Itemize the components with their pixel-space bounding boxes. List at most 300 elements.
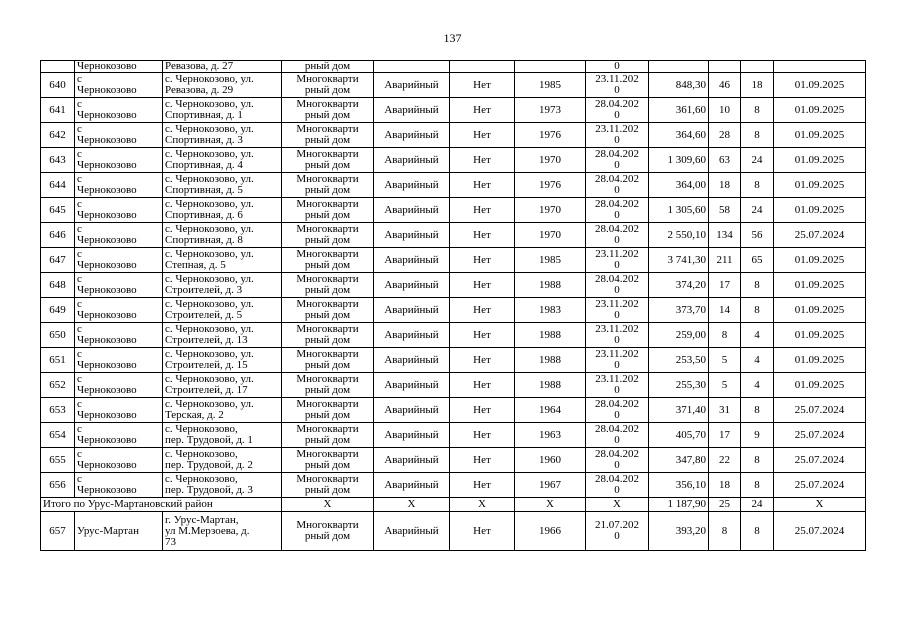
table-row: [41, 512, 866, 551]
locality-cell-line: Чернокозово: [77, 484, 137, 496]
address-cell-line: 73: [165, 535, 176, 548]
year-cell: 1964: [515, 398, 586, 423]
building-type-cell-line: рный дом: [304, 84, 351, 96]
table-row: [41, 423, 866, 448]
status-cell: Аварийный: [374, 248, 450, 273]
building-type-cell-line: рный дом: [304, 434, 351, 446]
address-cell-line: с. Чернокозово, ул.: [165, 198, 254, 210]
flag-cell: Нет: [450, 298, 515, 323]
table-row: [41, 298, 866, 323]
building-type-cell-line: рный дом: [304, 134, 351, 146]
locality-cell: Урус-Мартан: [75, 512, 163, 551]
address-cell-line: с. Чернокозово, ул.: [165, 248, 254, 260]
address-cell-line: пер. Трудовой, д. 2: [165, 459, 253, 471]
deadline-cell: 01.09.2025: [774, 123, 866, 148]
locality-cell-line: с: [77, 223, 82, 235]
address-cell-line: с. Чернокозово, ул.: [165, 323, 254, 335]
locality-cell: [75, 123, 163, 148]
address-cell: [163, 423, 282, 448]
year-cell: 1985: [515, 73, 586, 98]
area-cell: 1 309,60: [649, 148, 709, 173]
address-cell: [163, 123, 282, 148]
locality-cell-line: с: [77, 448, 82, 460]
building-type-cell: [282, 248, 374, 273]
status-cell: Аварийный: [374, 173, 450, 198]
locality-cell: [75, 398, 163, 423]
deadline-cell: 01.09.2025: [774, 173, 866, 198]
date-cell-line: 0: [614, 159, 620, 171]
row-number-cell: 645: [41, 198, 75, 223]
locality-cell-line: Чернокозово: [77, 259, 137, 271]
address-cell-line: Спортивная, д. 1: [165, 109, 243, 121]
date-cell-line: 28.04.202: [595, 473, 639, 485]
date-cell-line: 28.04.202: [595, 448, 639, 460]
row-number-cell: 651: [41, 348, 75, 373]
building-type-cell-line: Многокварти: [296, 448, 359, 460]
table-row: [41, 273, 866, 298]
deadline-cell: 01.09.2025: [774, 73, 866, 98]
date-cell-line: 0: [614, 484, 620, 496]
locality-cell-line: с: [77, 123, 82, 135]
flag-cell: Нет: [450, 273, 515, 298]
area-cell: 3 741,30: [649, 248, 709, 273]
year-cell: 1963: [515, 423, 586, 448]
flag-cell: Нет: [450, 512, 515, 551]
address-cell-line: с. Чернокозово,: [165, 473, 238, 485]
date-cell-line: 0: [614, 109, 620, 121]
year-cell: 1970: [515, 223, 586, 248]
locality-cell-line: Чернокозово: [77, 184, 137, 196]
total-date-cell: X: [586, 498, 649, 512]
locality-cell-line: Чернокозово: [77, 309, 137, 321]
address-cell-line: с. Чернокозово, ул.: [165, 273, 254, 285]
date-cell: [586, 173, 649, 198]
date-cell-line: 23.11.202: [595, 348, 639, 360]
date-cell: [586, 198, 649, 223]
address-cell: [163, 248, 282, 273]
locality-cell-line: Чернокозово: [77, 109, 137, 121]
address-cell-line: Строителей, д. 5: [165, 309, 243, 321]
year-cell: 1988: [515, 348, 586, 373]
locality-cell-line: с: [77, 173, 82, 185]
year-cell: 1976: [515, 123, 586, 148]
building-type-cell-line: рный дом: [304, 459, 351, 471]
address-cell-line: Строителей, д. 17: [165, 384, 248, 396]
area-cell: 393,20: [649, 512, 709, 551]
flag-cell: Нет: [450, 423, 515, 448]
address-cell-line: Спортивная, д. 8: [165, 234, 243, 246]
building-type-cell-line: рный дом: [304, 159, 351, 171]
building-type-cell-line: рный дом: [304, 209, 351, 221]
flats-cell: 8: [741, 512, 774, 551]
table-row: [41, 173, 866, 198]
building-type-cell: [282, 512, 374, 551]
date-cell: [586, 73, 649, 98]
row-number-cell: 654: [41, 423, 75, 448]
residents-cell: 58: [709, 198, 741, 223]
table-row: [41, 148, 866, 173]
building-type-cell-line: Многокварти: [296, 273, 359, 285]
locality-cell-line: с: [77, 248, 82, 260]
building-type-cell-line: Многокварти: [296, 373, 359, 385]
building-type-cell: [282, 73, 374, 98]
date-cell: [586, 512, 649, 551]
area-cell: 364,60: [649, 123, 709, 148]
flats-cell: 9: [741, 423, 774, 448]
locality-cell-line: с: [77, 298, 82, 310]
residents-cell: 211: [709, 248, 741, 273]
building-type-cell-line: Многокварти: [296, 148, 359, 160]
area-cell: 371,40: [649, 398, 709, 423]
locality-cell: [75, 173, 163, 198]
row-number-cell: 644: [41, 173, 75, 198]
date-cell: [586, 298, 649, 323]
date-cell: [586, 123, 649, 148]
date-cell-line: 23.11.202: [595, 298, 639, 310]
date-cell-line: 0: [614, 184, 620, 196]
locality-cell-line: Чернокозово: [77, 459, 137, 471]
flats-cell: 18: [741, 73, 774, 98]
residents-cell: 28: [709, 123, 741, 148]
address-cell: [163, 223, 282, 248]
building-type-cell-line: рный дом: [304, 530, 351, 542]
area-cell: 373,70: [649, 298, 709, 323]
building-type-cell-line: Многокварти: [296, 423, 359, 435]
address-cell-line: Степная, д. 5: [165, 259, 226, 271]
flag-cell: Нет: [450, 248, 515, 273]
flag-cell: Нет: [450, 323, 515, 348]
total-type-cell: X: [282, 498, 374, 512]
date-cell-line: 28.04.202: [595, 273, 639, 285]
residents-cell: 18: [709, 173, 741, 198]
locality-cell: [75, 373, 163, 398]
address-cell-line: с. Чернокозово,: [165, 448, 238, 460]
address-cell: [163, 448, 282, 473]
date-cell-line: 0: [614, 334, 620, 346]
total-label-cell: Итого по Урус-Мартановский район: [41, 498, 282, 512]
address-cell-line: Строителей, д. 3: [165, 284, 243, 296]
status-cell: Аварийный: [374, 473, 450, 498]
date-cell-line: 28.04.202: [595, 173, 639, 185]
locality-cell: [75, 348, 163, 373]
area-cell: 356,10: [649, 473, 709, 498]
year-cell: 1983: [515, 298, 586, 323]
building-type-cell: [282, 98, 374, 123]
table-row: [41, 223, 866, 248]
row-number-cell: 648: [41, 273, 75, 298]
address-cell-line: Спортивная, д. 3: [165, 134, 243, 146]
total-flag-cell: X: [450, 498, 515, 512]
building-type-cell-line: рный дом: [304, 284, 351, 296]
building-type-cell: [282, 298, 374, 323]
total-status-cell: X: [374, 498, 450, 512]
date-cell-line: 21.07.202: [595, 519, 639, 531]
locality-cell: [75, 148, 163, 173]
status-cell: Аварийный: [374, 512, 450, 551]
residents-cell: 17: [709, 273, 741, 298]
year-cell: 1985: [515, 248, 586, 273]
building-type-cell: [282, 448, 374, 473]
total-flats-cell: 24: [741, 498, 774, 512]
locality-cell: [75, 273, 163, 298]
row-number-cell: 646: [41, 223, 75, 248]
date-cell: [586, 148, 649, 173]
date-cell: [586, 423, 649, 448]
address-cell: [163, 298, 282, 323]
date-cell-line: 0: [614, 209, 620, 221]
address-cell-line: Строителей, д. 15: [165, 359, 248, 371]
residents-cell: 18: [709, 473, 741, 498]
flats-cell: 4: [741, 373, 774, 398]
status-cell: Аварийный: [374, 448, 450, 473]
status-cell: Аварийный: [374, 423, 450, 448]
date-cell-line: 28.04.202: [595, 398, 639, 410]
residents-cell: 8: [709, 323, 741, 348]
date-cell: [586, 323, 649, 348]
year-cell: 1970: [515, 148, 586, 173]
locality-cell: [75, 298, 163, 323]
deadline-cell: 01.09.2025: [774, 198, 866, 223]
address-cell-line: с. Чернокозово, ул.: [165, 148, 254, 160]
building-type-cell-line: Многокварти: [296, 223, 359, 235]
locality-cell-line: с: [77, 273, 82, 285]
flag-cell: Нет: [450, 73, 515, 98]
area-cell: 374,20: [649, 273, 709, 298]
address-cell-line: пер. Трудовой, д. 3: [165, 484, 253, 496]
flats-cell: 4: [741, 323, 774, 348]
deadline-cell: 01.09.2025: [774, 273, 866, 298]
locality-cell-line: с: [77, 423, 82, 435]
row-number-cell: 655: [41, 448, 75, 473]
residents-cell: 5: [709, 373, 741, 398]
address-cell: [163, 348, 282, 373]
building-type-cell: [282, 148, 374, 173]
flats-cell: 8: [741, 273, 774, 298]
flag-cell: Нет: [450, 223, 515, 248]
area-cell: 347,80: [649, 448, 709, 473]
area-cell: 361,60: [649, 98, 709, 123]
building-type-cell: [282, 223, 374, 248]
date-cell-line: 0: [614, 434, 620, 446]
row-number-cell: 641: [41, 98, 75, 123]
deadline-cell: 25.07.2024: [774, 512, 866, 551]
flag-cell: Нет: [450, 123, 515, 148]
residents-cell: 22: [709, 448, 741, 473]
building-type-cell-line: рный дом: [304, 259, 351, 271]
area-cell: 259,00: [649, 323, 709, 348]
date-cell-line: 0: [614, 359, 620, 371]
date-cell-line: 23.11.202: [595, 123, 639, 135]
row-number-cell: 657: [41, 512, 75, 551]
row-number-cell: 647: [41, 248, 75, 273]
year-cell: 1970: [515, 198, 586, 223]
address-cell: [163, 173, 282, 198]
address-cell-line: г. Урус-Мартан,: [165, 513, 239, 526]
locality-cell-line: Чернокозово: [77, 434, 137, 446]
address-cell-line: с. Чернокозово, ул.: [165, 173, 254, 185]
locality-cell-line: Чернокозово: [77, 84, 137, 96]
table-row: [41, 123, 866, 148]
year-cell: 1960: [515, 448, 586, 473]
locality-cell-line: с: [77, 473, 82, 485]
address-cell: [163, 98, 282, 123]
table-row: [41, 323, 866, 348]
deadline-cell: 01.09.2025: [774, 148, 866, 173]
building-type-cell-line: Многокварти: [296, 323, 359, 335]
building-type-cell: [282, 323, 374, 348]
year-cell: 1973: [515, 98, 586, 123]
flag-cell: Нет: [450, 448, 515, 473]
residents-cell: 10: [709, 98, 741, 123]
building-type-cell: [282, 473, 374, 498]
flats-cell: 8: [741, 173, 774, 198]
residents-cell: 17: [709, 423, 741, 448]
building-type-cell-line: Многокварти: [296, 98, 359, 110]
flats-cell: 8: [741, 398, 774, 423]
building-type-cell: рный дом: [282, 61, 374, 73]
date-cell-line: 0: [614, 234, 620, 246]
date-cell-line: 23.11.202: [595, 323, 639, 335]
date-cell: [586, 373, 649, 398]
area-cell: 848,30: [649, 73, 709, 98]
address-cell: [163, 473, 282, 498]
area-cell: 2 550,10: [649, 223, 709, 248]
address-cell: [163, 323, 282, 348]
table-row: [41, 248, 866, 273]
deadline-cell: 25.07.2024: [774, 223, 866, 248]
date-cell: [586, 348, 649, 373]
deadline-cell: 25.07.2024: [774, 448, 866, 473]
flats-cell: 4: [741, 348, 774, 373]
address-cell: [163, 198, 282, 223]
locality-cell: Чернокозово: [75, 61, 163, 73]
building-type-cell-line: Многокварти: [296, 73, 359, 85]
locality-cell-line: Чернокозово: [77, 209, 137, 221]
deadline-cell: 01.09.2025: [774, 373, 866, 398]
area-cell: 253,50: [649, 348, 709, 373]
building-type-cell: [282, 398, 374, 423]
locality-cell-line: Чернокозово: [77, 234, 137, 246]
date-cell-line: 0: [614, 84, 620, 96]
flag-cell: Нет: [450, 398, 515, 423]
date-cell: [586, 398, 649, 423]
address-cell: Ревазова, д. 27: [163, 61, 282, 73]
address-cell-line: Терская, д. 2: [165, 409, 224, 421]
deadline-cell: 25.07.2024: [774, 473, 866, 498]
deadline-cell: 01.09.2025: [774, 298, 866, 323]
date-cell-line: 0: [614, 530, 620, 542]
date-cell: [586, 473, 649, 498]
date-cell-line: 28.04.202: [595, 223, 639, 235]
building-type-cell-line: рный дом: [304, 184, 351, 196]
flats-cell: 56: [741, 223, 774, 248]
address-cell-line: Спортивная, д. 5: [165, 184, 243, 196]
locality-cell: [75, 73, 163, 98]
flats-cell: 24: [741, 148, 774, 173]
flag-cell: Нет: [450, 173, 515, 198]
address-cell-line: с. Чернокозово, ул.: [165, 73, 254, 85]
address-cell-line: с. Чернокозово, ул.: [165, 98, 254, 110]
address-cell: [163, 512, 282, 551]
building-type-cell-line: рный дом: [304, 409, 351, 421]
year-cell: 1967: [515, 473, 586, 498]
date-cell-line: 28.04.202: [595, 148, 639, 160]
table-row: [41, 98, 866, 123]
row-number-cell: 643: [41, 148, 75, 173]
locality-cell-line: Чернокозово: [77, 334, 137, 346]
flats-cell: 24: [741, 198, 774, 223]
address-cell-line: с. Чернокозово, ул.: [165, 223, 254, 235]
building-type-cell-line: рный дом: [304, 334, 351, 346]
year-cell: 1966: [515, 512, 586, 551]
locality-cell-line: с: [77, 323, 82, 335]
address-cell-line: с. Чернокозово, ул.: [165, 373, 254, 385]
status-cell: Аварийный: [374, 223, 450, 248]
area-cell: 405,70: [649, 423, 709, 448]
locality-cell-line: Чернокозово: [77, 384, 137, 396]
residents-cell: 63: [709, 148, 741, 173]
date-cell-line: 0: [614, 134, 620, 146]
year-cell: 1976: [515, 173, 586, 198]
deadline-cell: 25.07.2024: [774, 423, 866, 448]
date-cell: [586, 98, 649, 123]
locality-cell: [75, 223, 163, 248]
row-number-cell: 652: [41, 373, 75, 398]
residents-cell: 8: [709, 512, 741, 551]
total-residents-cell: 25: [709, 498, 741, 512]
table-row: [41, 448, 866, 473]
date-cell: [586, 448, 649, 473]
table-row: [41, 348, 866, 373]
flag-cell: Нет: [450, 198, 515, 223]
total-deadline-cell: X: [774, 498, 866, 512]
flag-cell: Нет: [450, 473, 515, 498]
building-type-cell-line: Многокварти: [296, 348, 359, 360]
status-cell: Аварийный: [374, 123, 450, 148]
date-cell-line: 0: [614, 284, 620, 296]
building-type-cell-line: рный дом: [304, 359, 351, 371]
date-cell: [586, 248, 649, 273]
locality-cell: [75, 98, 163, 123]
building-type-cell-line: Многокварти: [296, 198, 359, 210]
date-cell-line: 23.11.202: [595, 373, 639, 385]
building-type-cell-line: рный дом: [304, 234, 351, 246]
locality-cell-line: Чернокозово: [77, 359, 137, 371]
date-cell-line: 28.04.202: [595, 98, 639, 110]
address-cell-line: Спортивная, д. 6: [165, 209, 243, 221]
residents-cell: 14: [709, 298, 741, 323]
status-cell: Аварийный: [374, 198, 450, 223]
address-cell-line: с. Чернокозово, ул.: [165, 123, 254, 135]
row-number-cell: 649: [41, 298, 75, 323]
flats-cell: 8: [741, 298, 774, 323]
address-cell-line: с. Чернокозово, ул.: [165, 348, 254, 360]
table-row: [41, 198, 866, 223]
date-cell-line: 23.11.202: [595, 248, 639, 260]
flag-cell: Нет: [450, 98, 515, 123]
address-cell: [163, 273, 282, 298]
date-cell: [586, 223, 649, 248]
total-area-cell: 1 187,90: [649, 498, 709, 512]
table-row: [41, 373, 866, 398]
deadline-cell: 01.09.2025: [774, 323, 866, 348]
flats-cell: 8: [741, 448, 774, 473]
status-cell: Аварийный: [374, 323, 450, 348]
status-cell: Аварийный: [374, 373, 450, 398]
locality-cell-line: Чернокозово: [77, 134, 137, 146]
address-cell-line: с. Чернокозово, ул.: [165, 398, 254, 410]
status-cell: Аварийный: [374, 398, 450, 423]
